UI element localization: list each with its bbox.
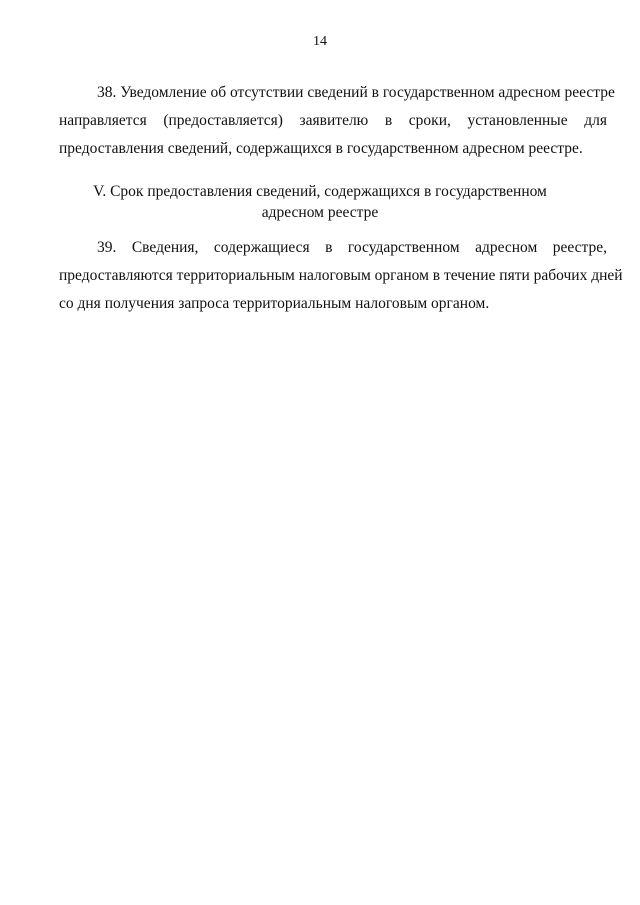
word: адресном (475, 239, 538, 256)
word: 39. (97, 239, 117, 256)
paragraph-38-line-3: предоставления сведений, содержащихся в государственном адресном реестре. (59, 140, 583, 157)
section-heading-line-1: V. Срок предоставления сведений, содержащихся в государственном (93, 183, 547, 200)
paragraph-38-line-1: 38. Уведомление об отсутствии сведений в государственном адресном реестре (97, 84, 615, 101)
word: содержащиеся (213, 239, 310, 256)
word: направляется (59, 112, 147, 129)
paragraph-39-line-2: предоставляются территориальным налоговым органом в течение пяти рабочих дней (59, 267, 623, 284)
word: в (384, 112, 393, 129)
word: заявителю (299, 112, 369, 129)
word: установленные (467, 112, 568, 129)
paragraph-39-line-1 (97, 240, 607, 256)
paragraph-39-line-3: со дня получения запроса территориальным налоговым органом. (59, 295, 490, 312)
paragraph-38-line-2 (59, 113, 607, 129)
word: для (584, 112, 607, 129)
word: (предоставляется) (163, 112, 283, 129)
word: сроки, (408, 112, 451, 129)
word: государственном (347, 239, 460, 256)
word: в (325, 239, 333, 256)
page-number: 14 (313, 34, 327, 49)
word: реестре, (552, 239, 607, 256)
word: Сведения, (131, 239, 199, 256)
section-heading-line-2: адресном реестре (261, 204, 379, 221)
